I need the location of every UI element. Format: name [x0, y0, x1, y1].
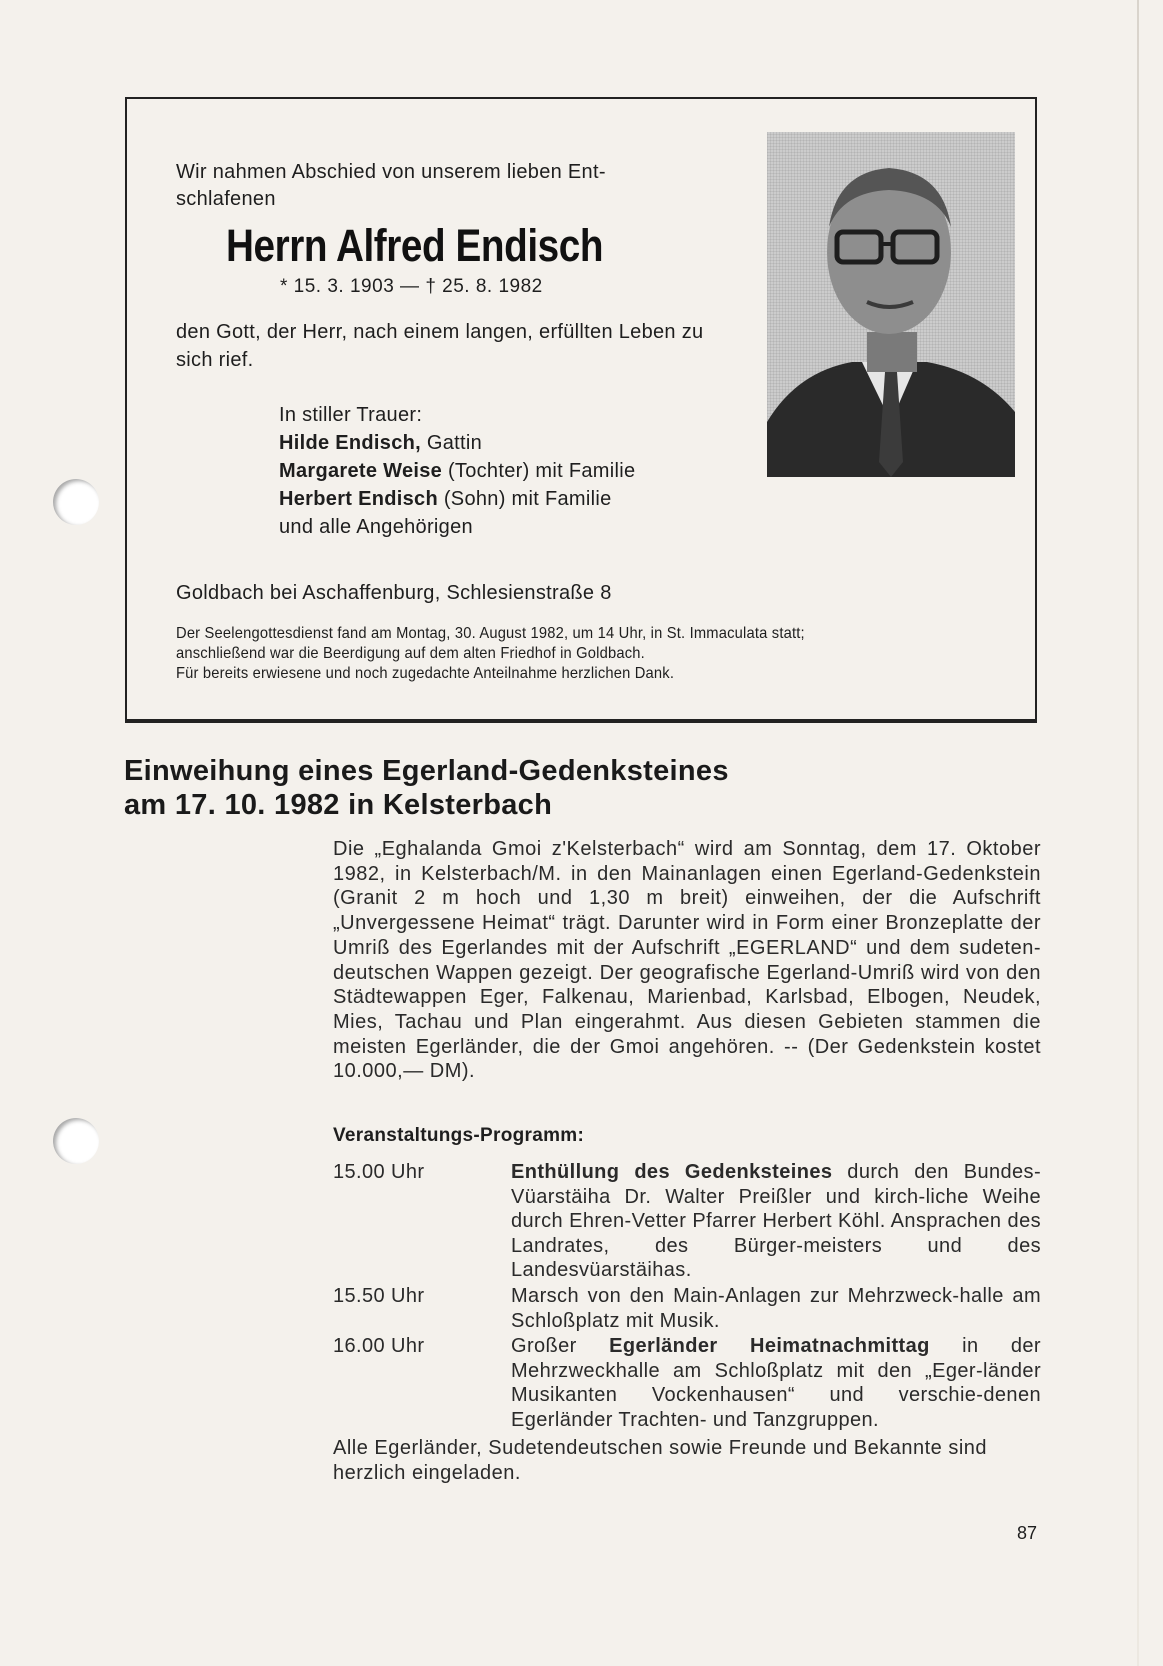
mourner-row	[279, 485, 759, 513]
funeral-service-info	[176, 624, 949, 684]
obituary-notice	[125, 97, 1037, 721]
deceased-name: Herrn Alfred Endisch	[226, 220, 604, 271]
page-fold-edge	[1137, 0, 1139, 1666]
program-text: in der Mehrzweckhalle am Schloßplatz mit den „Eger-länder Musikanten Vockenhausen“ und verschie-denen Egerländer Trachten- und Tanzgruppen.	[511, 1335, 1041, 1431]
program-prefix: Großer	[511, 1335, 610, 1357]
article-body: Die „Eghalanda Gmoi z'Kelsterbach“ wird am Sonntag, dem 17. Oktober 1982, in Kelsterbach/M. in den Mainanlagen einen Egerland-Gedenkstein (Granit 2 m hoch und 1,30 m breit) einweihen, der die Aufschrift „Unvergessene Heimat“ trägt. Darunter wird in Form einer Bronzeplatte der Umriß des Egerlandes mit der Aufschrift „EGERLAND“ und dem sudeten-deutschen Wappen gezeigt. Der geografische Egerland-Umriß wird von den Städtewappen Eger, Falkenau, Marienbad, Karlsbad, Elbogen, Neudek, Mies, Tachau und Plan eingerahmt. Aus diesen Gebieten stammen die meisten Egerländer, die der Gmoi angehören. -- (Der Gedenkstein kostet 10.000,— DM).	[333, 838, 1041, 1083]
mourner-row	[279, 429, 759, 457]
mourner-name: Margarete Weise	[279, 460, 443, 482]
mourning-label: In stiller Trauer:	[279, 404, 423, 426]
service-line: Der Seelengottesdienst fand am Montag, 30. August 1982, um 14 Uhr, in St. Immaculata statt;	[176, 625, 805, 642]
portrait-image	[767, 132, 1015, 477]
mourner-address: Goldbach bei Aschaffenburg, Schlesienstraße 8	[176, 582, 612, 604]
heading-line: am 17. 10. 1982 in Kelsterbach	[124, 789, 553, 821]
program-highlight: Enthüllung des Gedenksteines	[511, 1161, 833, 1183]
obituary-text: den Gott, der Herr, nach einem langen, erfüllten Leben zu sich rief.	[176, 321, 704, 371]
life-dates: * 15. 3. 1903 — † 25. 8. 1982	[280, 276, 543, 297]
mourner-relation: Gattin	[421, 432, 483, 454]
mourner-relation: (Sohn) mit Familie	[437, 488, 612, 510]
heading-line: Einweihung eines Egerland-Gedenksteines	[124, 755, 729, 787]
notice-underline	[125, 721, 1037, 723]
invitation-closing: Alle Egerländer, Sudetendeutschen sowie Freunde und Bekannte sind herzlich eingeladen.	[333, 1437, 988, 1484]
program-time: 16.00 Uhr	[333, 1335, 425, 1357]
relatives-line: und alle Angehörigen	[279, 516, 473, 538]
mourners-list	[279, 401, 759, 541]
program-description	[511, 1160, 1041, 1283]
service-line: anschließend war die Beerdigung auf dem alten Friedhof in Goldbach.	[176, 645, 645, 662]
mourner-name: Herbert Endisch	[279, 488, 438, 510]
portrait-photo	[767, 132, 1015, 477]
mourner-row	[279, 457, 759, 485]
program-title: Veranstaltungs-Programm:	[333, 1125, 585, 1146]
program-highlight: Egerländer Heimatnachmittag	[609, 1335, 930, 1357]
program-text: Marsch von den Main-Anlagen zur Mehrzweck-halle am Schloßplatz mit Musik.	[511, 1285, 1041, 1332]
program-description	[511, 1284, 1041, 1333]
program-description	[511, 1334, 1041, 1432]
mourner-relation: (Tochter) mit Familie	[442, 460, 636, 482]
article-heading	[124, 754, 884, 822]
punch-hole-bottom	[53, 1118, 99, 1164]
service-line: Für bereits erwiesene und noch zugedachte Anteilnahme herzlichen Dank.	[176, 665, 675, 682]
punch-hole-top	[53, 479, 99, 525]
obituary-intro: Wir nahmen Abschied von unserem lieben Ent-schlafenen	[176, 161, 606, 210]
program-time: 15.00 Uhr	[333, 1161, 425, 1183]
program-text: durch den Bundes-Vüarstäiha Dr. Walter Preißler und kirch-liche Weihe durch Ehren-Vetter Pfarrer Herbert Köhl. Ansprachen des Landrates, des Bürger-meisters und des Landesvüarstäihas.	[511, 1161, 1042, 1282]
page-number: 87	[1017, 1523, 1038, 1543]
mourner-name: Hilde Endisch,	[279, 432, 422, 454]
program-time: 15.50 Uhr	[333, 1285, 425, 1307]
